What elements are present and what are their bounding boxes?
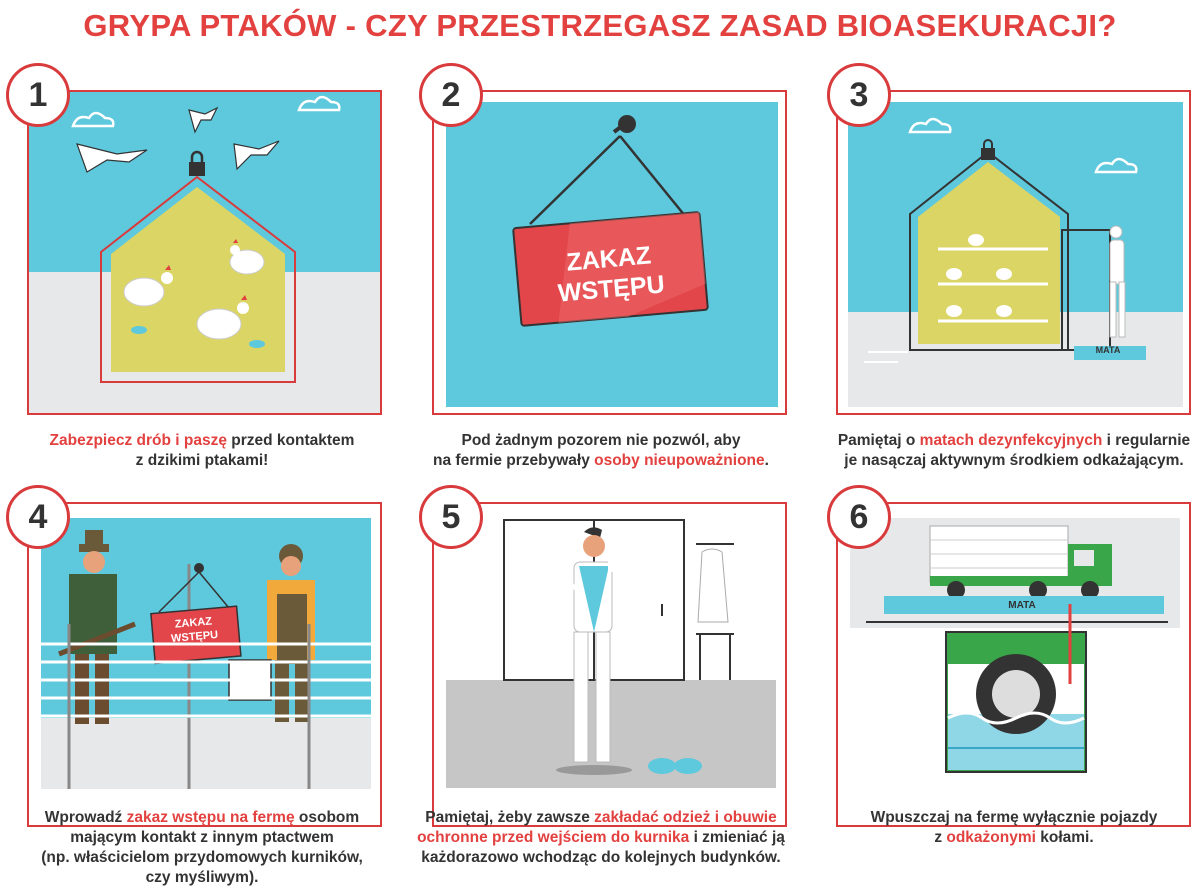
caption-text: z <box>934 829 947 846</box>
sign-line-2: WSTĘPU <box>556 270 666 308</box>
step-2-number-badge: 2 <box>419 63 483 127</box>
caption-highlight: osoby nieupoważnione <box>594 452 765 469</box>
step-5-illustration <box>432 502 787 827</box>
step-1-illustration <box>27 90 382 415</box>
caption-highlight: ochronne przed wejściem do kurnika <box>417 829 690 846</box>
caption-text: Pamiętaj o <box>837 432 920 449</box>
step-3-number-badge: 3 <box>827 63 891 127</box>
caption-text: każdorazowo wchodząc do kolejnych budynków. <box>421 849 781 866</box>
step-1-caption <box>12 431 392 471</box>
step-4-illustration <box>27 502 382 827</box>
caption-text: . <box>764 452 769 469</box>
step-6-illustration <box>836 502 1191 827</box>
caption-text: Wpuszczaj na fermę wyłącznie pojazdy <box>870 809 1158 826</box>
sign-line-2: WSTĘPU <box>170 628 219 646</box>
caption-text: Pod żadnym pozorem nie pozwól, aby <box>461 432 741 449</box>
caption-highlight: zakaz wstępu na fermę <box>126 809 295 826</box>
page-title: GRYPA PTAKÓW - CZY PRZESTRZEGASZ ZASAD BIOASEKURACJI? <box>83 8 1117 43</box>
caption-text: i zmieniać ją <box>689 829 785 846</box>
caption-text: mającym kontakt z innym ptactwem <box>70 829 334 846</box>
caption-text: Wprowadź <box>44 809 127 826</box>
caption-text: Pamiętaj, żeby zawsze <box>425 809 595 826</box>
sign-line-1: ZAKAZ <box>174 615 213 631</box>
caption-highlight: zakładać odzież i obuwie <box>594 809 777 826</box>
caption-text: z dzikimi ptakami! <box>135 452 269 469</box>
step-6-number-badge: 6 <box>827 485 891 549</box>
caption-highlight: odkażonymi <box>946 829 1036 846</box>
caption-highlight: Zabezpiecz drób i paszę <box>49 432 227 449</box>
sign-line-1: ZAKAZ <box>565 241 653 277</box>
caption-text: na fermie przebywały <box>433 452 595 469</box>
caption-text: przed kontaktem <box>226 432 355 449</box>
step-1-number-badge: 1 <box>6 63 70 127</box>
caption-text: (np. właścicielom przydomowych kurników, <box>41 849 363 866</box>
caption-text: kołami. <box>1035 829 1094 846</box>
step-4-number-badge: 4 <box>6 485 70 549</box>
step-5-caption <box>411 808 791 868</box>
caption-text: osobom <box>294 809 360 826</box>
step-2-caption <box>411 431 791 471</box>
step-3-illustration <box>836 90 1191 415</box>
caption-highlight: matach dezynfekcyjnych <box>919 432 1103 449</box>
caption-text: je nasączaj aktywnym środkiem odkażającym. <box>844 452 1184 469</box>
step-6-caption <box>824 808 1200 848</box>
step-5-number-badge: 5 <box>419 485 483 549</box>
caption-text: czy myśliwym). <box>145 869 259 886</box>
step-3-caption <box>824 431 1200 471</box>
step-6-mat-label: MATA <box>1008 600 1036 611</box>
step-4-caption <box>12 808 392 888</box>
step-3-mat-label: MATA <box>1095 345 1121 355</box>
caption-text: i regularnie <box>1102 432 1191 449</box>
